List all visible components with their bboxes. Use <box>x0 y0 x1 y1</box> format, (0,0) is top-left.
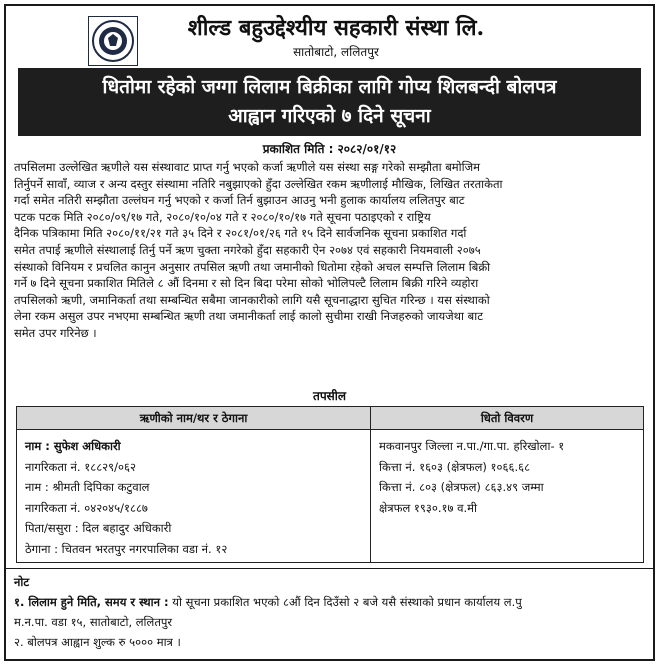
details-table <box>16 406 644 563</box>
collateral-location: मकवानपुर जिल्ला न.पा./गा.पा. हरिखोला- १ <box>379 439 565 453</box>
organization-name: शील्ड बहुउद्देश्यीय सहकारी संस्था लि. <box>187 15 485 41</box>
body-line: संस्थाको विनियम र प्रचलित कानुन अनुसार तपसिल ऋणी तथा जमानीको धितोमा रहेको अचल सम्पत्ति लिलाम बिक्री <box>14 259 491 274</box>
collateral-total-area: क्षेत्रफल १९३०.१७ व.मी <box>379 500 478 515</box>
collateral-column-header: धितो विवरण <box>371 407 644 430</box>
father-in-law-name: पिता/ससुरा : दिल बहादुर अधिकारी <box>25 521 172 536</box>
body-line: तपसिलमा उल्लेखित ऋणीले यस संस्थावाट प्राप्त गर्नु भएको कर्जा ऋणीले यस संस्था सङ्ग गरेको सम्झौता बमोजिम <box>14 160 481 174</box>
body-line: लेना रकम असुल उपर नभएमा सम्बन्धित ऋणी तथा जमानीकर्ता लाई कालो सुचीमा राखी निजहरुको जायजेथा बाट <box>14 309 484 324</box>
note-section <box>14 572 649 652</box>
note-item-1 <box>14 592 649 612</box>
organization-address: सातोबाटो, ललितपुर <box>293 45 379 59</box>
guarantor-name: नाम : श्रीमती दिपिका कटुवाल <box>25 480 150 495</box>
borrower-citizenship: नागरिकता नं. १८८२९/०६२ <box>25 459 136 474</box>
borrower-address: ठेगाना : चितवन भरतपुर नगरपालिका वडा नं. १२ <box>25 541 228 556</box>
note-item-1-label: १. लिलाम हुने मिति, समय र स्थान : <box>14 595 169 609</box>
borrower-details-cell <box>17 430 371 563</box>
collateral-plot-2: कित्ता नं. ८०३ (क्षेत्रफल) ८६३.४९ जम्मा <box>379 480 544 495</box>
guarantor-citizenship: नागरिकता नं. ०४२०४५/१८८७ <box>25 500 148 515</box>
divider <box>6 568 653 569</box>
body-line: पटक पटक मिति २०८०/०९/१७ गते, २०८०/१०/०४ गते र २०८०/१०/१७ गते सूचना पठाइएको र राष्ट्रिय <box>14 209 431 224</box>
note-title: नोट <box>14 575 30 589</box>
body-line: समेत उपर गरिनेछ । <box>14 325 97 340</box>
notice-title-banner <box>18 68 641 136</box>
body-line: तिर्नुपर्ने सावाँ, व्याज र अन्य दस्तुर संस्थामा नतिरि नबुझाएको हुँदा उल्लेखित रकम ऋणीलाई मौखिक, लिखित तरताकेता <box>14 176 503 191</box>
published-date: प्रकाशित मिति : २०८२/०१/१२ <box>262 142 397 156</box>
notice-title-line-2: आह्वान गरिएको ७ दिने सूचना <box>228 105 431 127</box>
collateral-plot-1: कित्ता नं. १६०३ (क्षेत्रफल) १०६६.६८ <box>379 459 531 474</box>
body-line: गर्ने ७ दिने सूचना प्रकाशित मितिले ८ औं दिनमा र सो दिन बिदा परेमा सोको भोलिपल्टै लिलाम बिक्री गरिने व्यहोरा <box>14 276 479 291</box>
note-item-1-continued: म.न.पा. वडा १५, सातोबाटो, ललितपुर <box>14 615 173 629</box>
body-line: तपसिलको ऋणी, जमानिकर्ता तथा सम्बन्धित सबैमा जानकारीको लागि यसै सूचनाद्धारा सुचित गरिन्छ । यस संस्थाको <box>14 292 490 307</box>
borrower-column-header: ऋणीको नाम/थर र ठेगाना <box>17 407 371 430</box>
notice-title-line-1: धितोमा रहेको जग्गा लिलाम बिक्रीका लागि गोप्य शिलबन्दी बोलपत्र <box>102 76 557 98</box>
details-section-title: तपसील <box>312 389 346 403</box>
body-line: दैनिक पत्रिकामा मिति २०८०/११/२१ गते ३५ दिने र २०८१/०१/२६ गते १५ दिने सार्वजनिक सूचना प्रकाशित गर्दा <box>14 226 467 241</box>
note-item-1-text: यो सूचना प्रकाशित भएको ८औं दिन दिउँसो २ बजे यसै संस्थाको प्रधान कार्यालय ल.पु <box>168 595 522 609</box>
body-line: समेत तपाई ऋणीले संस्थालाई तिर्नु पर्ने ऋण चुक्ता नगरेको हुँदा सहकारी ऐन २०७४ एवं सहकारी नियमवाली २०७५ <box>14 242 481 257</box>
collateral-details-cell <box>371 430 644 563</box>
note-item-2: २. बोलपत्र आह्वान शुल्क रु ५००० मात्र । <box>14 635 181 649</box>
borrower-name: नाम : सुफेश अधिकारी <box>25 439 121 453</box>
body-line: गर्दा समेत नतिरी सम्झौता उल्लंघन गर्नु भएको र कर्जा तिर्न बुझाउन आउनु भनी हुलाक कार्यालय ललितपुर बाट <box>14 193 465 208</box>
notice-document <box>4 4 655 661</box>
notice-body <box>14 159 647 342</box>
cooperative-seal-icon <box>88 16 138 66</box>
notice-header <box>6 6 653 64</box>
